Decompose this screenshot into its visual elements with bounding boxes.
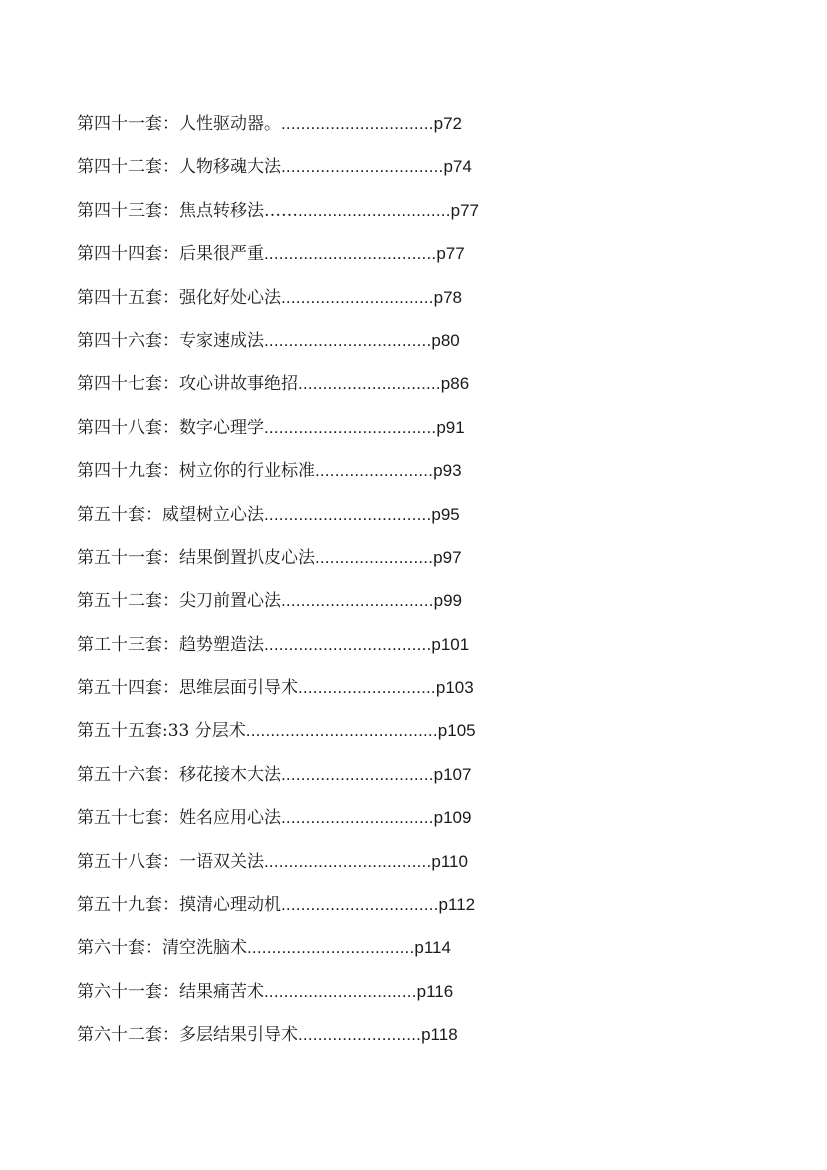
toc-page-number: p112 [438, 895, 476, 915]
toc-entry [77, 1023, 777, 1066]
toc-dot-leader: ................................... [264, 244, 437, 264]
toc-page-number: p78 [433, 287, 462, 307]
toc-dot-leader: ............................... [281, 591, 434, 611]
toc-entry [77, 806, 777, 849]
toc-entry [77, 589, 777, 632]
toc-page-number: p91 [436, 417, 465, 437]
toc-entry [77, 286, 777, 329]
toc-entry [77, 242, 777, 285]
toc-entry [77, 329, 777, 372]
toc-page-number: p107 [433, 764, 472, 784]
toc-entry-title: 第五十九套：摸清心理动机 [77, 895, 281, 916]
toc-dot-leader: ................................ [281, 895, 439, 915]
toc-dot-leader: ................................. [281, 157, 444, 177]
toc-page-number: p77 [436, 244, 465, 264]
toc-entry [77, 763, 777, 806]
toc-dot-leader: ............................... [281, 114, 434, 133]
toc-entry [77, 676, 777, 719]
toc-page-number: p95 [431, 504, 460, 524]
toc-entry [77, 199, 777, 242]
toc-page-number: p114 [414, 938, 451, 958]
toc-entry [77, 112, 777, 155]
toc-entry [77, 546, 777, 589]
toc-entry-title: 第四十五套：强化好处心法 [77, 287, 281, 308]
toc-entry-title: 第六十套：清空洗脑术 [77, 938, 247, 959]
toc-page-number: p99 [433, 591, 462, 611]
toc-page-number: p109 [433, 808, 472, 828]
toc-page-number: p93 [433, 461, 462, 481]
toc-dot-leader: ........................ [315, 547, 434, 567]
toc-entry-title: 第五十四套：思维层面引导术 [77, 678, 298, 699]
toc-dot-leader: ............................... [281, 808, 434, 828]
toc-page-number: p74 [443, 157, 472, 177]
toc-entry-title: 第四十七套：攻心讲故事绝招 [77, 374, 298, 395]
toc-dot-leader: ............................... [264, 981, 417, 1001]
toc-dot-leader: ............................. [298, 374, 441, 394]
toc-dot-leader: ............................ [298, 678, 436, 698]
toc-dot-leader: .................................. [264, 504, 432, 524]
table-of-contents [77, 112, 777, 1067]
toc-entry-title: 第四十八套：数字心理学 [77, 417, 264, 438]
toc-page-number: p103 [435, 678, 474, 698]
toc-page-number: p80 [431, 330, 460, 350]
toc-entry [77, 503, 777, 546]
toc-dot-leader: .................................. [247, 938, 415, 958]
toc-entry-title: 第六十一套：结果痛苦术 [77, 981, 264, 1002]
toc-entry-title: 第四十六套：专家速成法 [77, 330, 264, 351]
toc-page-number: p86 [440, 374, 470, 394]
toc-entry-title: 第四十二套：人物移魂大法 [77, 157, 281, 178]
toc-dot-leader: ............................... [298, 200, 451, 220]
toc-entry-title: 第五十八套：一语双关法 [77, 851, 264, 872]
toc-entry-title: 第五十五套:33 分层术 [77, 721, 246, 742]
toc-dot-leader: .................................. [264, 634, 432, 654]
toc-entry-title: 第工十三套：趋势塑造法 [77, 634, 264, 655]
toc-entry [77, 416, 777, 459]
toc-page-number: p77 [450, 200, 479, 220]
toc-dot-leader: ....................................... [245, 721, 438, 741]
toc-entry [77, 719, 777, 762]
toc-entry [77, 155, 777, 198]
toc-page-number: p118 [421, 1025, 458, 1045]
toc-entry [77, 893, 777, 936]
toc-dot-leader: .................................. [264, 330, 432, 350]
toc-entry-title: 第五十一套：结果倒置扒皮心法 [77, 547, 315, 568]
toc-entry [77, 372, 777, 415]
toc-entry [77, 936, 777, 979]
toc-entry-title: 第四十一套：人性驱动器。 [77, 114, 281, 134]
toc-dot-leader: ............................... [281, 287, 434, 307]
toc-page-number: p110 [431, 851, 468, 871]
toc-dot-leader: .................................. [264, 851, 432, 871]
toc-dot-leader: ............................... [281, 764, 434, 784]
toc-dot-leader: ................................... [264, 417, 437, 437]
toc-page-number: p97 [433, 547, 462, 567]
toc-entry-title: 第四十四套：后果很严重 [77, 244, 264, 265]
toc-page-number: p101 [431, 634, 470, 654]
toc-entry-title: 第五十套：威望树立心法 [77, 504, 264, 525]
toc-entry-title: 第五十七套：姓名应用心法 [77, 808, 281, 829]
toc-entry-title: 第五十二套：尖刀前置心法 [77, 591, 281, 612]
toc-page-number: p72 [433, 114, 462, 133]
toc-entry [77, 633, 777, 676]
toc-dot-leader: ......................... [298, 1025, 422, 1045]
toc-page-number: p105 [437, 721, 476, 741]
toc-entry-title: 第四十三套：焦点转移法…… [77, 200, 298, 221]
toc-page-number: p116 [416, 981, 454, 1001]
toc-entry [77, 980, 777, 1023]
toc-dot-leader: ........................ [315, 461, 434, 481]
toc-entry-title: 第六十二套：多层结果引导术 [77, 1025, 298, 1046]
toc-entry-title: 第四十九套：树立你的行业标准 [77, 461, 315, 482]
toc-entry-title: 第五十六套：移花接木大法 [77, 764, 281, 785]
toc-entry [77, 850, 777, 893]
toc-entry [77, 459, 777, 502]
